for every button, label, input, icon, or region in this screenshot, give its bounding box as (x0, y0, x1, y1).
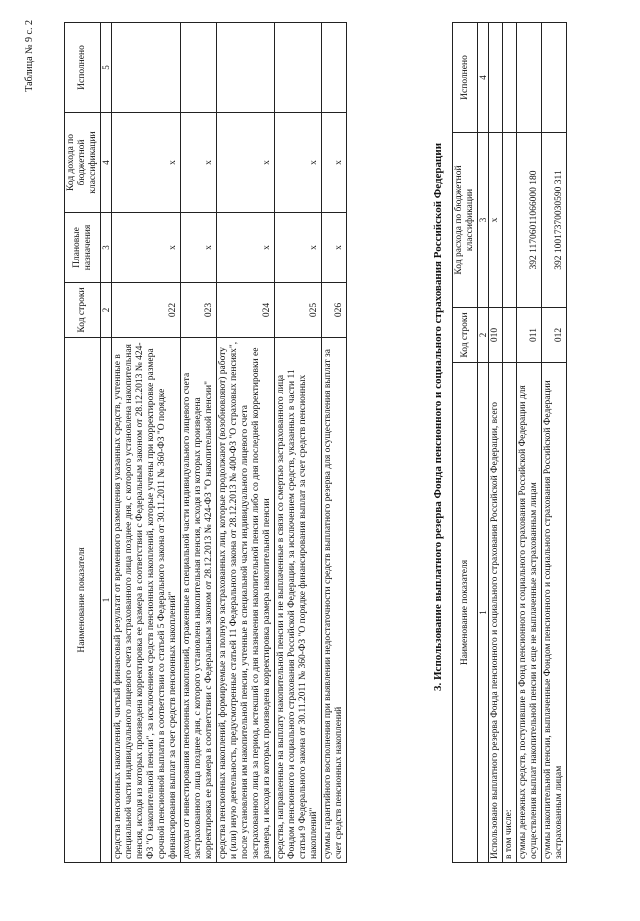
row-code: 024 (217, 283, 275, 338)
row-done (322, 23, 347, 113)
header-plan: Плановые назначения (65, 213, 101, 283)
col-num: 1 (478, 363, 489, 863)
row-plan: x (322, 213, 347, 283)
col-num: 4 (478, 23, 489, 133)
header-name: Наименование показателя (453, 363, 478, 863)
col-num: 2 (478, 308, 489, 363)
header-income-code: Код дохода по бюджетной классификации (65, 113, 101, 213)
table-row (181, 23, 217, 863)
table-row (542, 23, 567, 863)
column-number-row (478, 23, 489, 863)
table-header-row (65, 23, 101, 863)
row-code: 022 (112, 283, 181, 338)
row-done (503, 23, 517, 133)
row-done (542, 23, 567, 133)
row-income-code: x (112, 113, 181, 213)
table-row (112, 23, 181, 863)
col-num: 1 (101, 338, 112, 863)
row-expense-code: x (489, 133, 503, 308)
row-code: 025 (275, 283, 322, 338)
income-table (64, 22, 347, 863)
table-header-row (453, 23, 478, 863)
table-row (503, 23, 517, 863)
row-code: 026 (322, 283, 347, 338)
reserve-usage-table (452, 22, 567, 863)
row-name: доходы от инвестирования пенсионных накоплений, отраженные в специальной части индивидуального лицевого счета застрахованного лица позднее дня, с которого установлена накопительная пенсия, исходя из которых произведена корректировка ее размера в соответствии с Федеральным законом от 28.12.2013 № 424-ФЗ "О накопительной пенсии" (181, 338, 217, 863)
header-code: Код строки (453, 308, 478, 363)
column-number-row (101, 23, 112, 863)
row-income-code: x (275, 113, 322, 213)
header-done: Исполнено (65, 23, 101, 113)
table-row (322, 23, 347, 863)
row-code: 011 (517, 308, 542, 363)
header-done: Исполнено (453, 23, 478, 133)
section-title: 3. Использование выплатного резерва Фонда пенсионного и социального страхования Российской Федерации (432, 142, 444, 691)
table-row (275, 23, 322, 863)
row-code: 010 (489, 308, 503, 363)
row-done (517, 23, 542, 133)
col-num: 2 (101, 283, 112, 338)
row-name: суммы гарантийного восполнения при выявлении недостаточности средств выплатного резерва для осуществления выплат за счет средств пенсионных накоплений (322, 338, 347, 863)
row-code (503, 308, 517, 363)
header-code: Код строки (65, 283, 101, 338)
row-done (489, 23, 503, 133)
table-row (217, 23, 275, 863)
row-income-code: x (322, 113, 347, 213)
row-name: в том числе: (503, 363, 517, 863)
col-num: 4 (101, 113, 112, 213)
row-plan: x (112, 213, 181, 283)
row-done (217, 23, 275, 113)
header-name: Наименование показателя (65, 338, 101, 863)
table-row (489, 23, 503, 863)
table-row (517, 23, 542, 863)
header-expense-code: Код расхода по бюджетной классификации (453, 133, 478, 308)
row-name: средства пенсионных накоплений, формируемые за полную застрахованных лиц, которые продолжают (возобновляют) работу и (или) иную деятельность, предусмотренные статьей 11 Федерального закона от 28.12.2013 № 400-ФЗ "О страховых пенсиях", после установления им накопительной пенсии, учтенные в специальной части индивидуального лицевого счета застрахованного лица за период, истекший со дня назначения накопительной пенсии либо со дня последней корректировки ее размера, и исходя из которых произведена корректировка размера накопительной пенсии (217, 338, 275, 863)
row-name: Использовано выплатного резерва Фонда пенсионного и социального страхования Российской Федерации, всего (489, 363, 503, 863)
row-plan: x (275, 213, 322, 283)
row-done (275, 23, 322, 113)
row-name: средства пенсионных накоплений, чистый финансовый результат от временного размещения указанных средств, учтенные в специальной части индивидуального лицевого счета застрахованного лица позднее дня, с которого установлена накопительная пенсия, исходя из которых произведена корректировка ее размера в соответствии с Федеральным законом от 28.12.2013 № 424-ФЗ "О накопительной пенсии", за исключением средств пенсионных накоплений, которые учтены при корректировке размера срочной пенсионной выплаты в соответствии со статьей 5 Федерального закона от 30.11.2011 № 360-ФЗ "О порядке финансирования выплат за счет средств пенсионных накоплений" (112, 338, 181, 863)
row-done (112, 23, 181, 113)
table-caption: Таблица № 9 с. 2 (24, 20, 35, 92)
col-num: 3 (101, 213, 112, 283)
row-code: 023 (181, 283, 217, 338)
row-name: суммы накопительной пенсии, выплаченные Фондом пенсионного и социального страхования Российской Федерации застрахованным лицам (542, 363, 567, 863)
col-num: 3 (478, 133, 489, 308)
row-expense-code (503, 133, 517, 308)
col-num: 5 (101, 23, 112, 113)
row-name: средства, направленные на выплату накопительной пенсии и не выплаченные в связи со смертью застрахованного лица Фондом пенсионного и социального страхования Российской Федерации, за исключением средств, указанных в части 11 статьи 9 Федерального закона от 30.11.2011 № 360-ФЗ "О порядке финансирования выплат за счет средств пенсионных накоплений" (275, 338, 322, 863)
row-expense-code: 392 10017370030590 311 (542, 133, 567, 308)
row-income-code: x (181, 113, 217, 213)
row-code: 012 (542, 308, 567, 363)
row-plan: x (217, 213, 275, 283)
row-plan: x (181, 213, 217, 283)
row-income-code: x (217, 113, 275, 213)
row-expense-code: 392 11706011066000 180 (517, 133, 542, 308)
row-name: суммы денежных средств, поступившие в Фонд пенсионного и социального страхования Российской Федерации для осуществления выплат накопительной пенсии и еще не выплаченные застрахованным лицам (517, 363, 542, 863)
row-done (181, 23, 217, 113)
